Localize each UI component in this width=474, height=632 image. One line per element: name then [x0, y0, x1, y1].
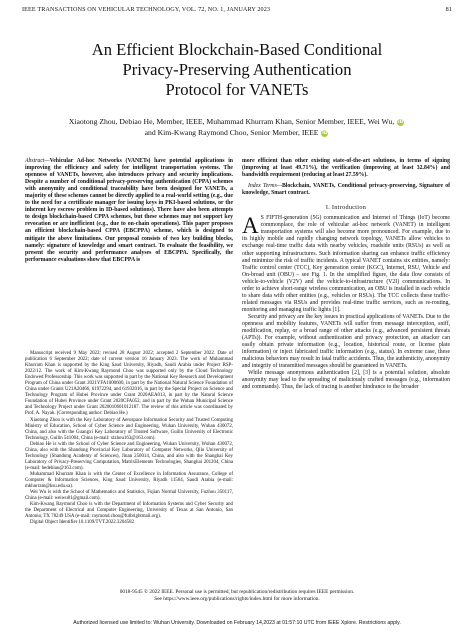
- copyright-line-1: 0018-9545 © 2022 IEEE. Personal use is permitted, but republication/redistribution requires IEEE permission.: [119, 589, 355, 595]
- title-line-3: Protocol for VANETs: [165, 80, 309, 99]
- footnote-wu: Wei Wu is with the School of Mathematics and Statistics, Fujian Normal University, Fuzhou 350117, China (e-mail: weiwu81@gmail.com).: [25, 490, 233, 502]
- footnotes: [25, 351, 233, 526]
- footnote-zhou: Xiaotong Zhou is with the Key Laboratory of Aerospace Information Security and Trusted Computing Ministry of Education, School of Cyber Science and Engineering, Wuhan University, Wuhan 430072, China, and also with the Guangxi Key Laboratory of Trusted Software, Guilin University of Electronic Technology, Guilin 541004, China (e-mail: xtzhou163@163.com).: [25, 417, 233, 441]
- page-number: 81: [445, 6, 452, 13]
- abstract-label: Abstract—: [25, 158, 50, 164]
- footnote-manuscript: Manuscript received 9 May 2022; revised 28 August 2022; accepted 2 September 2022. Date of publication 6 September 2022; date of current version 16 January 2023. The work of Muhammad Khurram Khan is supported by the King Saud University, Riyadh, Saudi Arabia under Project RSP-2022/12. The work of Kim-Kwang Raymond Choo was supported only by the Cloud Technology Endowed Professorship. This work was supported in part by the National Key Research and Development Program of China under Grant 2021YFA1000600, in part by the National Natural Science Foundation of China under Grants U21A20466, 61972294, and 61932016, in part by the Special Project on Science and Technology Program of Hubei Province under Grant 2020AEA013, in part by the Natural Science Foundation of Hubei Province under Grant 2020CFA052, and in part by the Wuhan Municipal Science and Technology Project under Grant 2020010601012187. The review of this article was coordinated by Prof. A. Nayak. (Corresponding author: Debiao He.): [25, 351, 233, 417]
- author-list: [28, 116, 446, 138]
- license-banner: Authorized licensed use limited to: Wuhan University. Downloaded on February 14,2023 at 01:57:10 UTC from IEEE Xplore. Restrictions apply.: [73, 620, 401, 626]
- dropcap: A: [242, 213, 259, 239]
- intro-paragraph-2: Security and privacy are the key issues in practical applications of VANETs. Due to the openness and mobility features, VANETs will suffer from message interception, sniff, modification, replay, or a broad range of other attacks (e.g., advanced persistent threats (APTs)). For example, without authentication and privacy protection, an attacker can easily obtain private information (e.g., location, historical route, or license plate information) or inject fabricated traffic information (e.g., status). In extreme case, these malicious behaviors may result in fatal traffic accidents. Thus, the authenticity, anonymity and integrity of transmitted messages should be guaranteed in VANETs.: [242, 313, 450, 370]
- abstract-text: Vehicular Ad-hoc Networks (VANETs) have potential applications in improving the efficiency and safety for intelligent transportation systems. The openness of VANETs, however, also introduces privacy and security implications. Despite a number of conditional privacy-preserving authentication (CPPA) schemes with anonymity and conditional traceability have been designed for VANETs, a majority of these schemes cannot be directly applied to a real-world setting (e.g., due to the need for a certificate manager for issuing keys in PKI-based solutions, or the inherent key escrow problem in ID-based solutions). There have also been attempts to design blockchain-based CPPA schemes, but these schemes may not support key revocation or are inefficient (e.g., due to on-chain operations). This paper proposes an efficient blockchain-based CPPA (EBCPPA) scheme, which is designed to mitigate the above limitations. Our proposal consists of two key building blocks, namely: signature of knowledge and smart contract. To evaluate the feasibility, we present the security and performance analyses of EBCPPA. Specifically, the performance evaluations show that EBCPPA is: [25, 158, 233, 263]
- index-terms-text: Blockchain, VANETs, Conditional privacy-preserving, Signature of knowledge, Smart contract.: [242, 183, 450, 197]
- orcid-icon[interactable]: iD: [398, 120, 404, 125]
- index-terms: [242, 183, 450, 197]
- footnote-he: Debiao He is with the School of Cyber Science and Engineering, Wuhan University, Wuhan 430072, China, also with the Shandong Provincial Key Laboratory of Computer Networks, Qilu University of Technology (Shandong Academy of Sciences), Jinan 250014, China, and also with the Shanghai Key Laboratory of Privacy-Preserving Computation, MatrixElements Technologies, Shanghai 201204, China (e-mail: hedebiao@163.com).: [25, 441, 233, 471]
- journal-header: IEEE TRANSACTIONS ON VEHICULAR TECHNOLOGY, VOL. 72, NO. 1, JANUARY 2023: [22, 6, 271, 13]
- abstract-column: [25, 158, 233, 264]
- introduction-body: [242, 215, 450, 391]
- abstract-continuation: more efficient than other existing state-of-the-art solutions, in terms of signing (improving at least 49.71%), the verification (improving at least 32.84%) and bandwidth requirement (reducing at least 27.59%).: [242, 158, 450, 179]
- authors-line-1: [28, 116, 446, 127]
- authors-line-2-text: and Kim-Kwang Raymond Choo, Senior Member, IEEE: [144, 128, 319, 137]
- paper-title: [0, 40, 474, 100]
- footnote-khan: Muhammad Khurram Khan is with the Center of Excellence in Information Assurance, College of Computer & Information Sciences, King Saud University, Riyadh 11564, Saudi Arabia (e-mail: mkhurram@ksu.edu.sa).: [25, 471, 233, 490]
- authors-line-2: [28, 127, 446, 138]
- footnote-doi: Digital Object Identifier 10.1109/TVT.2022.3204582: [30, 520, 135, 526]
- intro-paragraph-3: While message anonymous authentication [2], [3] is a potential solution, absolute anonymity may lead to the spreading of maliciously crafted messages (e.g., information and commands). Thus, the lack of tracing is another hindrance to the broader: [242, 370, 450, 391]
- running-header: [22, 6, 452, 13]
- orcid-icon[interactable]: iD: [322, 131, 328, 136]
- abstract: [25, 158, 233, 264]
- authors-line-1-text: Xiaotong Zhou, Debiao He, Member, IEEE, Muhammad Khurram Khan, Senior Member, IEEE, Wei Wu,: [68, 117, 395, 126]
- footnote-choo: Kim-Kwang Raymond Choo is with the Department of Information Systems and Cyber Security and the Department of Electrical and Computer Engineering, University of Texas at San Antonio, San Antonio, TX 78249 USA (e-mail: raymond.choo@fulbrightmail.org).: [25, 502, 233, 520]
- title-line-1: An Efficient Blockchain-Based Conditional: [91, 40, 383, 59]
- section-heading-introduction: I. Introduction: [325, 204, 367, 212]
- title-line-2: Privacy-Preserving Authentication: [122, 60, 352, 79]
- index-terms-label: Index Terms—: [248, 183, 282, 190]
- copyright-notice: [0, 589, 474, 603]
- right-column: [242, 158, 450, 391]
- intro-paragraph-1: A S FIFTH-generation (5G) communication and Internet of Things (IoT) become commonplace, the role of vehicular ad-hoc network (VANET) in intelligent transportation systems will also become more pronounced. For example, due to its highly mobile and rapidly changing network topology, VANETs allow vehicles to exchange real-time traffic data with nearby vehicles, roadside units (RSUs) as well as other supporting infrastructures. Such information sharing can enhance traffic efficiency and minimize the risk of traffic incidents. A typical VANET contains six entities, namely: Traffic control center (TCC), Key generation center (KGC), Internet, RSU, Vehicle and On-broad unit (OBU) – see Fig. 1. In the simplified figure, the data flow consists of vehicle-to-vehicle (V2V) and the vehicle-to-infrastructure (V2I) communications. In order to achieve short-range wireless communication, an OBU is installed in each vehicle to share data with other entities (e.g., vehicles or RSUs). The TCC collects these traffic-related messages via RSUs and provides real-time traffic services, such as re-routing, monitoring and managing traffic lights [1].: [242, 213, 450, 313]
- copyright-line-2: See https://www.ieee.org/publications/rights/index.html for more information.: [154, 595, 320, 602]
